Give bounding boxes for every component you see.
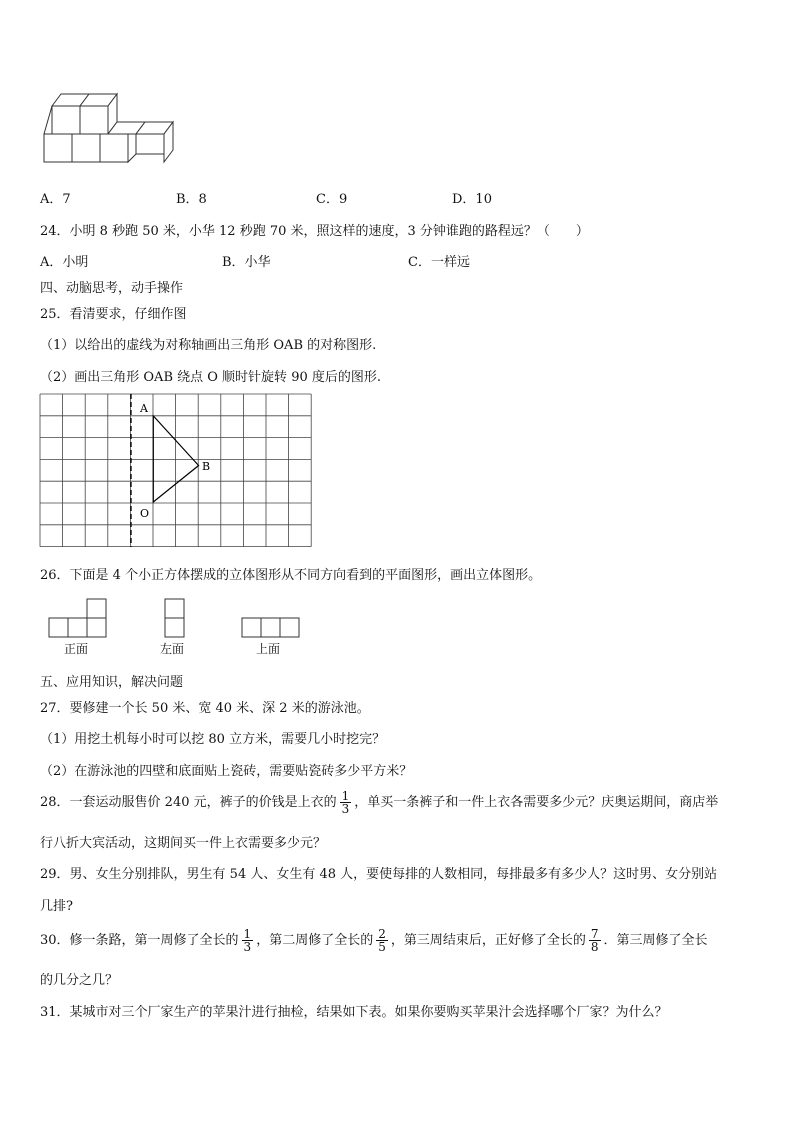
label-o: O <box>140 507 150 520</box>
q30-text-4: ．第三周修了全长 <box>603 933 708 948</box>
q29-line1: 29．男、女生分别排队，男生有 54 人、女生有 48 人，要使每排的人数相同，每排最多有多少人？这时男、女分别站 <box>40 867 718 882</box>
q28-text-before: 28．一套运动服售价 240 元，裤子的价钱是上衣的 <box>40 795 337 810</box>
q30-text-3: ，第三周结束后，正好修了全长的 <box>390 933 586 948</box>
q24-option-b: B．小华 <box>222 255 271 270</box>
q24-option-c: C．一样远 <box>408 255 470 270</box>
q23-option-d: D．10 <box>452 192 492 207</box>
left-view-label: 左面 <box>160 642 185 656</box>
q28-fraction: $\frac{1}{3}$ <box>341 789 350 816</box>
q23-option-b: B．8 <box>176 192 207 207</box>
q23-option-c: C．9 <box>316 192 348 207</box>
q30-text-1: 30．修一条路，第一周修了全长的 <box>40 933 239 948</box>
q30-line1 <box>40 928 708 953</box>
q30-line2: 的几分之几？ <box>40 973 119 988</box>
q23-option-a: A．7 <box>40 192 71 207</box>
left-view-figure <box>163 597 187 639</box>
q30-fraction-1: $\frac{1}{3}$ <box>243 927 252 954</box>
q24-question: 24．小明 8 秒跑 50 米，小华 12 秒跑 70 米，照这样的速度，3 分钟谁跑的路程远？（ ） <box>40 224 589 239</box>
q25-grid-figure <box>40 394 312 549</box>
q29-line2: 几排? <box>40 899 73 914</box>
top-view-figure <box>240 616 302 640</box>
label-a: A <box>140 402 148 415</box>
cube-stack-figure <box>40 88 185 168</box>
label-b: B <box>202 460 211 473</box>
section-5-heading: 五、应用知识，解决问题 <box>40 675 184 690</box>
q24-option-a: A．小明 <box>40 255 89 270</box>
q30-fraction-2: $\frac{2}{5}$ <box>378 927 386 954</box>
q25-part1: （1）以给出的虚线为对称轴画出三角形 OAB 的对称图形. <box>40 338 377 353</box>
q28-text-after: ，单买一条裤子和一件上衣各需要多少元？庆奥运期间，商店举 <box>354 795 719 810</box>
q27-part2: （2）在游泳池的四壁和底面贴上瓷砖，需要贴瓷砖多少平方米？ <box>40 764 413 779</box>
q27-question: 27．要修建一个长 50 米、宽 40 米、深 2 米的游泳池。 <box>40 701 370 716</box>
front-view-figure <box>48 597 110 639</box>
q26-question: 26．下面是 4 个小正方体摆成的立体图形从不同方向看到的平面图形，画出立体图形。 <box>40 568 542 583</box>
q25-title: 25．看清要求，仔细作图 <box>40 307 187 322</box>
q30-fraction-3: $\frac{7}{8}$ <box>590 927 599 954</box>
top-view-label: 上面 <box>256 642 281 656</box>
q30-text-2: ，第二周修了全长的 <box>256 933 374 948</box>
q25-part2: （2）画出三角形 OAB 绕点 O 顺时针旋转 90 度后的图形. <box>40 370 381 385</box>
section-4-heading: 四、动脑思考，动手操作 <box>40 281 184 296</box>
q28-line1 <box>40 790 718 815</box>
q28-line2: 行八折大宾活动，这期间买一件上衣需要多少元？ <box>40 836 327 851</box>
q27-part1: （1）用挖土机每小时可以挖 80 立方米，需要几小时挖完？ <box>40 732 386 747</box>
front-view-label: 正面 <box>64 642 89 656</box>
q31-question: 31．某城市对三个厂家生产的苹果汁进行抽检，结果如下表。如果你要购买苹果汁会选择哪个厂家？为什么？ <box>40 1005 668 1020</box>
